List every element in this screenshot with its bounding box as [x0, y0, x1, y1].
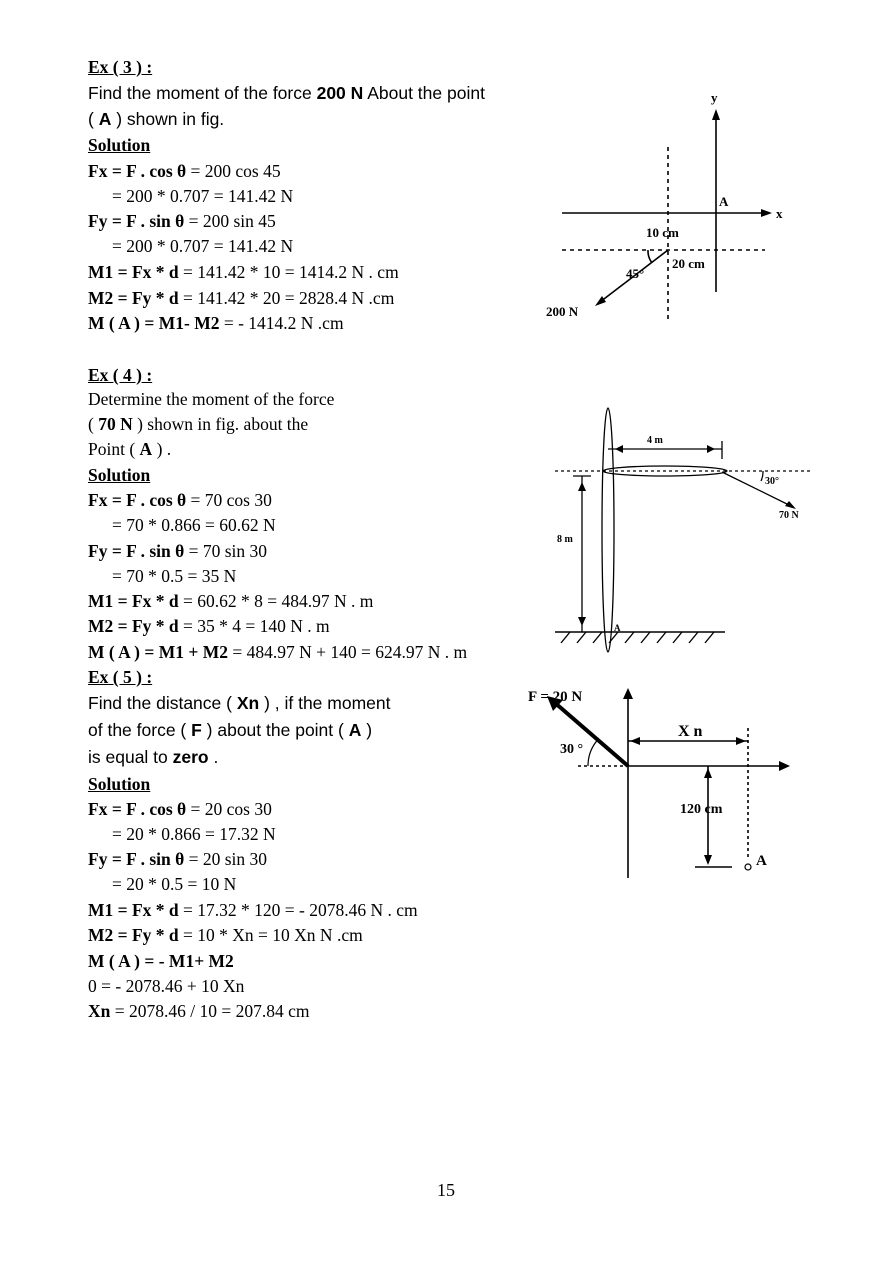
ex3-figure	[540, 85, 800, 325]
length-4m-label: 4 m	[647, 435, 663, 446]
ex5-question-line3	[88, 745, 218, 770]
eq-lhs: M2 = Fy * d	[88, 616, 179, 636]
distance-20cm: 20 cm	[672, 256, 705, 271]
force-70n-label: 70 N	[779, 510, 799, 521]
zero-emphasis: zero	[172, 747, 209, 767]
ex5-fx	[88, 797, 272, 822]
text: Find the distance (	[88, 693, 237, 713]
ex4-question-line3	[88, 437, 171, 462]
variable: F	[191, 720, 202, 740]
eq-lhs: M1 = Fx * d	[88, 900, 179, 920]
y-label: y	[711, 90, 718, 105]
dim-120-arrow-top	[704, 768, 712, 778]
eq-lhs: Fy = F . sin θ	[88, 849, 185, 869]
ex4-fy	[88, 539, 267, 564]
text: ) , if the moment	[259, 693, 391, 713]
eq-rhs: = 70 sin 30	[184, 541, 268, 561]
eq-rhs: = 141.42 * 20 = 2828.4 N .cm	[178, 288, 395, 308]
text: ) shown in fig.	[111, 109, 225, 129]
ex4-fx-value: = 70 * 0.866 = 60.62 N	[112, 515, 276, 535]
angle-30-label: 30°	[765, 476, 779, 487]
ex4-m2	[88, 614, 330, 639]
eq-lhs: M2 = Fy * d	[88, 288, 179, 308]
force-20n-label: F = 20 N	[528, 689, 583, 705]
page-number: 15	[437, 1180, 455, 1200]
text: Find the moment of the force	[88, 83, 317, 103]
text: )	[361, 720, 373, 740]
ex5-m2	[88, 923, 363, 948]
ex4-heading: Ex ( 4 ) :	[88, 365, 153, 385]
eq-lhs: Fy = F . sin θ	[88, 541, 185, 561]
eq-rhs: = 484.97 N + 140 = 624.97 N . m	[227, 642, 468, 662]
ex5-moment-a: M ( A ) = - M1+ M2	[88, 951, 234, 971]
ex4-fx	[88, 488, 272, 513]
ex5-figure	[520, 680, 810, 890]
height-8m-label: 8 m	[557, 534, 573, 545]
dim-8m-arrow-top	[578, 482, 586, 491]
ex3-fy-value: = 200 * 0.707 = 141.42 N	[112, 236, 294, 256]
text: About the point	[363, 83, 485, 103]
angle-arc	[761, 471, 763, 481]
eq-rhs: = 17.32 * 120 = - 2078.46 N . cm	[178, 900, 418, 920]
ex5-equation-zero: 0 = - 2078.46 + 10 Xn	[88, 976, 245, 996]
eq-rhs: = 35 * 4 = 140 N . m	[178, 616, 330, 636]
ex3-m1	[88, 260, 399, 285]
eq-rhs: = 141.42 * 10 = 1414.2 N . cm	[178, 262, 399, 282]
ex3-m2	[88, 286, 394, 311]
x-label: x	[776, 206, 783, 221]
ex4-moment-a	[88, 640, 467, 665]
ex5-fy-value: = 20 * 0.5 = 10 N	[112, 874, 237, 894]
force-200n-label: 200 N	[546, 304, 579, 319]
ex4-fy-value: = 70 * 0.5 = 35 N	[112, 566, 237, 586]
ex4-question-line2	[88, 412, 308, 437]
eq-rhs: = 10 * Xn = 10 Xn N .cm	[178, 925, 363, 945]
ex3-heading: Ex ( 3 ) :	[88, 57, 153, 77]
ex5-question-line2	[88, 718, 372, 743]
ex3-fx-value: = 200 * 0.707 = 141.42 N	[112, 186, 294, 206]
ex5-solution-heading: Solution	[88, 774, 151, 794]
eq-lhs: Fx = F . cos θ	[88, 161, 187, 181]
text: ) .	[152, 439, 172, 459]
eq-lhs: M1 = Fx * d	[88, 262, 179, 282]
text: (	[88, 109, 99, 129]
x-arrowhead	[779, 761, 790, 771]
ex3-question-line1	[88, 81, 485, 106]
ex5-question-line1	[88, 691, 391, 716]
ex5-fx-value: = 20 * 0.866 = 17.32 N	[112, 824, 276, 844]
xn-label: X n	[678, 723, 703, 740]
eq-rhs: = - 1414.2 N .cm	[219, 313, 344, 333]
ground-hatching	[561, 632, 714, 643]
force-value: 200 N	[316, 83, 364, 103]
text: of the force (	[88, 720, 192, 740]
x-arrowhead	[761, 209, 772, 217]
eq-rhs: = 70 cos 30	[186, 490, 272, 510]
ex3-question-line2	[88, 107, 224, 132]
distance-120cm-label: 120 cm	[680, 802, 723, 817]
point-a-label: A	[614, 623, 621, 633]
ex3-moment-a	[88, 311, 344, 336]
dim-4m-arrow-left	[615, 445, 623, 453]
eq-rhs: = 2078.46 / 10 = 207.84 cm	[110, 1001, 310, 1021]
y-arrowhead	[712, 109, 720, 120]
eq-rhs: = 200 cos 45	[186, 161, 281, 181]
text: .	[208, 747, 219, 767]
force-arrowhead	[785, 501, 796, 509]
distance-10cm: 10 cm	[646, 225, 679, 240]
eq-lhs: Fx = F . cos θ	[88, 490, 187, 510]
ex3-solution-heading: Solution	[88, 135, 151, 155]
point-label: A	[98, 109, 112, 129]
ex3-fy	[88, 209, 276, 234]
point-a-label: A	[756, 853, 767, 869]
text: (	[88, 414, 99, 434]
text: ) shown in fig. about the	[132, 414, 309, 434]
angle-arc	[588, 740, 598, 766]
ex4-solution-heading: Solution	[88, 465, 151, 485]
force-arrowhead	[595, 296, 606, 306]
eq-lhs: M2 = Fy * d	[88, 925, 179, 945]
ex4-m1	[88, 589, 373, 614]
ex3-fx	[88, 159, 281, 184]
point-a-marker	[745, 864, 751, 870]
ex4-question-line1: Determine the moment of the force	[88, 389, 335, 409]
text: ) about the point (	[201, 720, 349, 740]
eq-lhs: M ( A ) = M1 + M2	[88, 642, 228, 662]
eq-lhs: Fx = F . cos θ	[88, 799, 187, 819]
xn-arrow-right	[736, 737, 746, 745]
ex4-figure	[555, 405, 825, 650]
angle-45-label: 45°	[626, 266, 645, 281]
ex5-heading: Ex ( 5 ) :	[88, 667, 153, 687]
dim-8m-arrow-bottom	[578, 617, 586, 626]
ex5-m1	[88, 898, 418, 923]
eq-rhs: = 20 cos 30	[186, 799, 272, 819]
ex5-fy	[88, 847, 267, 872]
xn-arrow-left	[630, 737, 640, 745]
angle-arc	[648, 250, 652, 263]
eq-rhs: = 20 sin 30	[184, 849, 268, 869]
ex5-xn-result	[88, 999, 309, 1024]
dim-120-arrow-bottom	[704, 855, 712, 865]
eq-rhs: = 200 sin 45	[184, 211, 276, 231]
eq-lhs: M ( A ) = M1- M2	[88, 313, 220, 333]
pole	[602, 408, 614, 652]
eq-rhs: = 60.62 * 8 = 484.97 N . m	[178, 591, 374, 611]
text: Point (	[88, 439, 140, 459]
eq-lhs: Xn	[88, 1001, 111, 1021]
text: is equal to	[88, 747, 173, 767]
angle-30-label: 30 °	[560, 742, 584, 757]
force-line	[722, 472, 791, 506]
point-label: A	[348, 720, 362, 740]
dim-4m-arrow-right	[707, 445, 715, 453]
point-a-label: A	[719, 194, 729, 209]
y-arrowhead	[623, 688, 633, 699]
point-label: A	[139, 439, 153, 459]
variable: Xn	[236, 693, 260, 713]
eq-lhs: M1 = Fx * d	[88, 591, 179, 611]
eq-lhs: Fy = F . sin θ	[88, 211, 185, 231]
force-value: 70 N	[98, 414, 133, 434]
